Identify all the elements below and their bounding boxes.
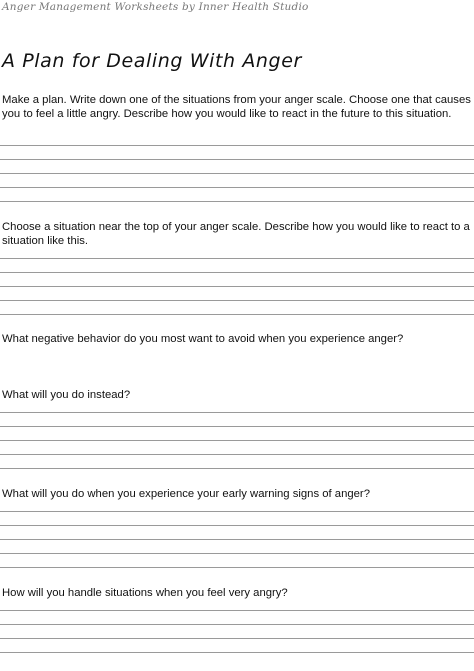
answer-line [0,258,474,259]
question-5-prompt: What will you do when you experience your early warning signs of anger? [2,488,370,500]
question-3-prompt: What negative behavior do you most want to avoid when you experience anger? [2,333,404,345]
answer-line [0,201,474,202]
answer-line [0,454,474,455]
answer-line [0,511,474,512]
answer-line [0,272,474,273]
answer-line [0,553,474,554]
worksheet-title: A Plan for Dealing With Anger [2,50,302,72]
answer-line [0,440,474,441]
answer-line [0,652,474,653]
answer-line [0,145,474,146]
answer-line [0,187,474,188]
answer-line [0,173,474,174]
answer-line [0,624,474,625]
question-4-prompt: What will you do instead? [2,389,131,401]
answer-line [0,426,474,427]
answer-line [0,567,474,568]
running-header: Anger Management Worksheets by Inner Health Studio [2,1,309,13]
answer-line [0,159,474,160]
question-6-prompt: How will you handle situations when you feel very angry? [2,587,288,599]
answer-line [0,412,474,413]
answer-line [0,286,474,287]
answer-line [0,525,474,526]
answer-line [0,468,474,469]
question-1-prompt: Make a plan. Write down one of the situations from your anger scale. Choose one that causes you to feel a little angry. Describe how you would like to react in the future to this situation. [2,94,471,120]
answer-line [0,314,474,315]
answer-line [0,610,474,611]
question-2-prompt: Choose a situation near the top of your anger scale. Describe how you would like to react to a situation like this. [2,221,470,247]
answer-line [0,638,474,639]
answer-line [0,300,474,301]
answer-line [0,539,474,540]
